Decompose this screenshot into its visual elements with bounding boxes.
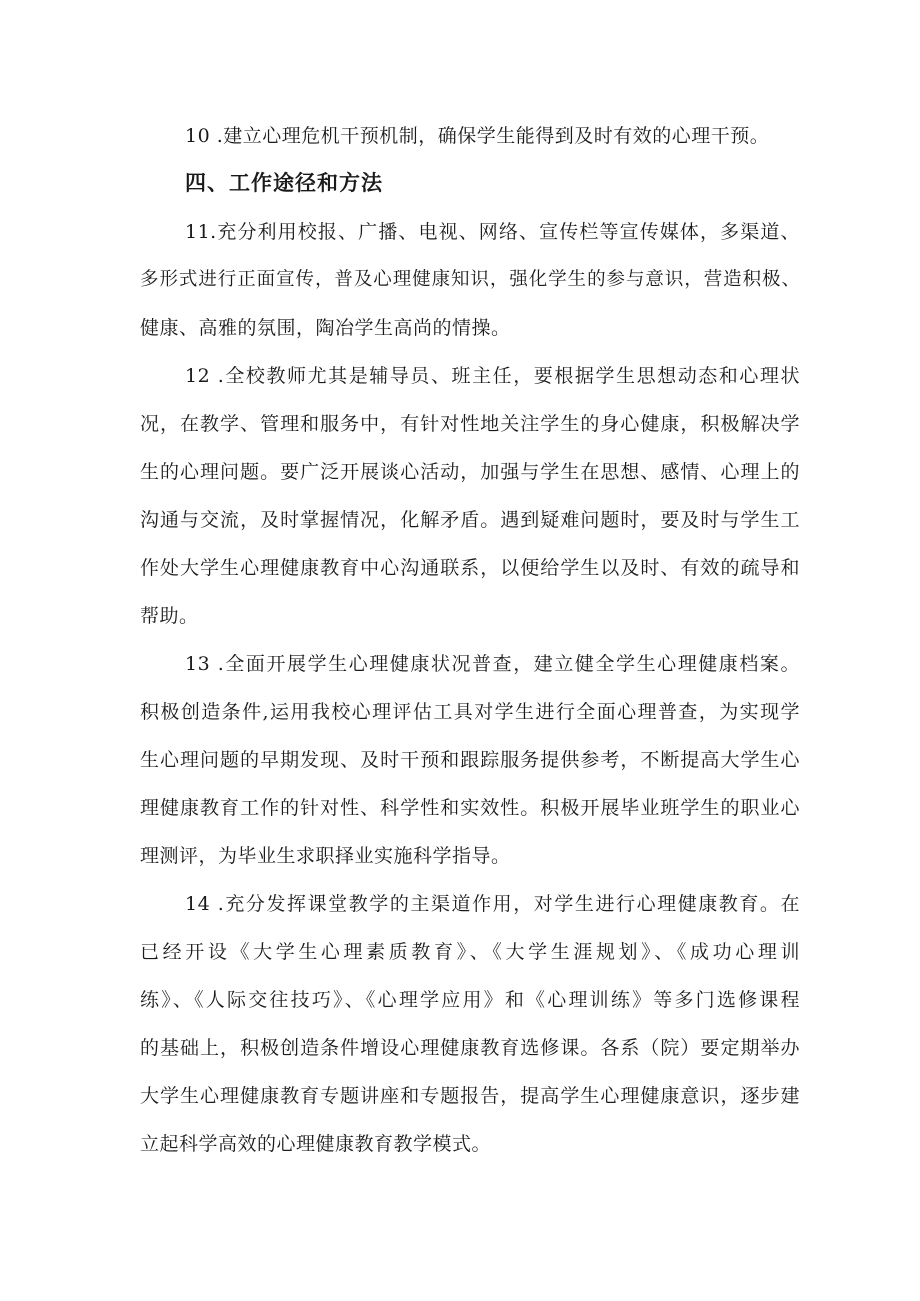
item-13-line-5: 理测评，为毕业生求职择业实施科学指导。 (140, 845, 511, 867)
item-12-line-6: 帮助。 (140, 605, 199, 627)
item-12-line-3: 生的心理问题。要广泛开展谈心活动，加强与学生在思想、感情、心理上的 (140, 461, 800, 483)
item-12-line-1: 12 .全校教师尤其是辅导员、班主任，要根据学生思想动态和心理状 (185, 365, 800, 387)
item-10-line-1: 10 .建立心理危机干预机制，确保学生能得到及时有效的心理干预。 (185, 125, 770, 147)
item-13-line-1: 13 .全面开展学生心理健康状况普查，建立健全学生心理健康档案。 (185, 653, 800, 675)
item-13-line-4: 理健康教育工作的针对性、科学性和实效性。积极开展毕业班学生的职业心 (140, 797, 800, 819)
item-14-line-3: 练》、《人际交往技巧》、《心理学应用》和《心理训练》等多门选修课程 (140, 989, 800, 1011)
item-11-line-3: 健康、高雅的氛围，陶冶学生高尚的情操。 (140, 317, 511, 339)
section-4-heading: 四、工作途径和方法 (185, 171, 383, 195)
item-14-line-1: 14 .充分发挥课堂教学的主渠道作用，对学生进行心理健康教育。在 (185, 893, 800, 915)
item-11-line-1: 11.充分利用校报、广播、电视、网络、宣传栏等宣传媒体，多渠道、 (185, 221, 800, 243)
item-14-line-5: 大学生心理健康教育专题讲座和专题报告，提高学生心理健康意识，逐步建 (140, 1085, 800, 1107)
item-13-line-3: 生心理问题的早期发现、及时干预和跟踪服务提供参考，不断提高大学生心 (140, 749, 800, 771)
item-12-line-2: 况，在教学、管理和服务中，有针对性地关注学生的身心健康，积极解决学 (140, 413, 800, 435)
item-12-line-5: 作处大学生心理健康教育中心沟通联系，以便给学生以及时、有效的疏导和 (140, 557, 800, 579)
item-11-line-2: 多形式进行正面宣传，普及心理健康知识，强化学生的参与意识，营造积极、 (140, 269, 800, 290)
item-14-line-2: 已经开设《大学生心理素质教育》、《大学生涯规划》、《成功心理训 (140, 941, 800, 963)
item-14-line-6: 立起科学高效的心理健康教育教学模式。 (140, 1133, 492, 1155)
item-12-line-4: 沟通与交流，及时掌握情况，化解矛盾。遇到疑难问题时，要及时与学生工 (140, 509, 800, 531)
item-13-line-2: 积极创造条件,运用我校心理评估工具对学生进行全面心理普查，为实现学 (140, 701, 800, 723)
item-14-line-4: 的基础上，积极创造条件增设心理健康教育选修课。各系（院）要定期举办 (140, 1037, 800, 1059)
